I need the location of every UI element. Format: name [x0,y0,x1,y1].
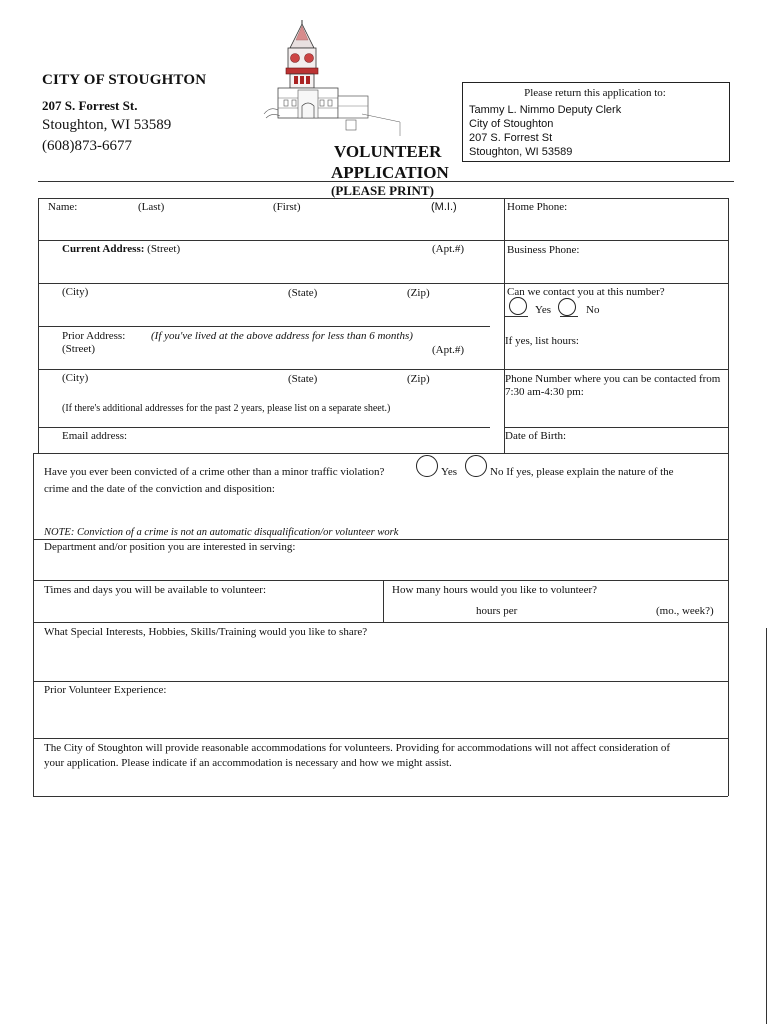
conviction-no-label: No If yes, please explain the nature of the [490,466,674,478]
city-label: (City) [62,286,89,298]
city-street: 207 S. Forrest St. [42,98,138,113]
current-address-field[interactable] [40,257,502,281]
first-name-label: (First) [273,201,301,213]
prior-state-label: (State) [288,373,318,385]
prior-apt-label: (Apt.#) [432,344,465,356]
city-name: CITY OF STOUGHTON [42,72,207,88]
interests-label: What Special Interests, Hobbies, Skills/Training would you like to share? [44,626,368,638]
courthouse-logo-icon [262,18,408,136]
email-label: Email address: [62,430,128,442]
contact-yes-label: Yes [535,304,552,316]
home-phone-field[interactable] [506,214,726,238]
prior-experience-label: Prior Volunteer Experience: [44,684,167,696]
current-address-line [62,243,180,256]
return-line: 207 S. Forrest St [469,132,553,144]
prior-address-label: Prior Address: [62,330,126,342]
if-yes-hours-label: If yes, list hours: [505,335,579,347]
accommodation-text: The City of Stoughton will provide reasonable accommodations for volunteers. Providing for accommodations will not affect consideration of your application. Please indicate if an accommodation is necessary and how we might assist. [44,742,671,769]
hours-per-label: hours per [476,605,518,617]
conviction-note: NOTE: Conviction of a crime is not an automatic disqualification/or volunteer work [44,527,399,538]
street-label: (Street) [147,243,181,255]
mo-week-label: (mo., week?) [656,605,714,617]
zip-label: (Zip) [407,287,430,299]
department-label: Department and/or position you are interested in serving: [44,541,296,553]
city-phone: (608)873-6677 [42,138,132,154]
apt-label: (Apt.#) [432,243,465,255]
contact-question: Can we contact you at this number? [507,286,665,298]
dob-label: Date of Birth: [505,430,567,442]
department-field[interactable] [35,556,725,578]
prior-zip-label: (Zip) [407,373,430,385]
additional-address-note: (If there's additional addresses for the past 2 years, please list on a separate sheet.) [62,403,391,414]
current-address-label: Current Address: [62,243,145,255]
contact-yes-radio[interactable] [509,297,527,315]
name-field[interactable] [40,214,502,238]
prior-experience-field[interactable] [35,700,725,736]
state-label: (State) [288,287,318,299]
contact-no-label: No [586,304,600,316]
return-heading: Please return this application to: [524,87,666,99]
business-phone-field[interactable] [506,257,726,281]
conviction-no-radio[interactable] [465,455,487,477]
last-name-label: (Last) [138,201,165,213]
times-days-label: Times and days you will be available to volunteer: [44,584,266,596]
name-label: Name: [48,201,78,213]
conviction-question: Have you ever been convicted of a crime other than a minor traffic violation? [44,466,385,478]
city-state-zip: Stoughton, WI 53589 [42,117,172,133]
how-many-hours-label: How many hours would you like to volunteer? [392,584,597,596]
conviction-question-2: crime and the date of the conviction and disposition: [44,483,275,495]
business-phone-label: Business Phone: [507,244,580,256]
please-print: (PLEASE PRINT) [331,183,434,198]
conviction-yes-label: Yes [441,466,458,478]
prior-street-label: (Street) [62,343,95,355]
prior-address-note: (If you've lived at the above address for less than 6 months) [151,330,413,342]
title-volunteer: VOLUNTEER [334,142,442,161]
contact-no-radio[interactable] [558,298,576,316]
return-line: City of Stoughton [469,118,554,130]
title-application: APPLICATION [331,163,449,182]
return-line: Tammy L. Nimmo Deputy Clerk [469,104,622,116]
return-address-lines [469,103,621,159]
conviction-yes-radio[interactable] [416,455,438,477]
interests-field[interactable] [35,642,725,678]
middle-initial-label: (M.I.) [431,201,457,213]
prior-city-label: (City) [62,372,89,384]
home-phone-label: Home Phone: [507,201,568,213]
return-line: Stoughton, WI 53589 [469,146,573,158]
daytime-phone-label: Phone Number where you can be contacted from 7:30 am-4:30 pm: [505,373,721,398]
